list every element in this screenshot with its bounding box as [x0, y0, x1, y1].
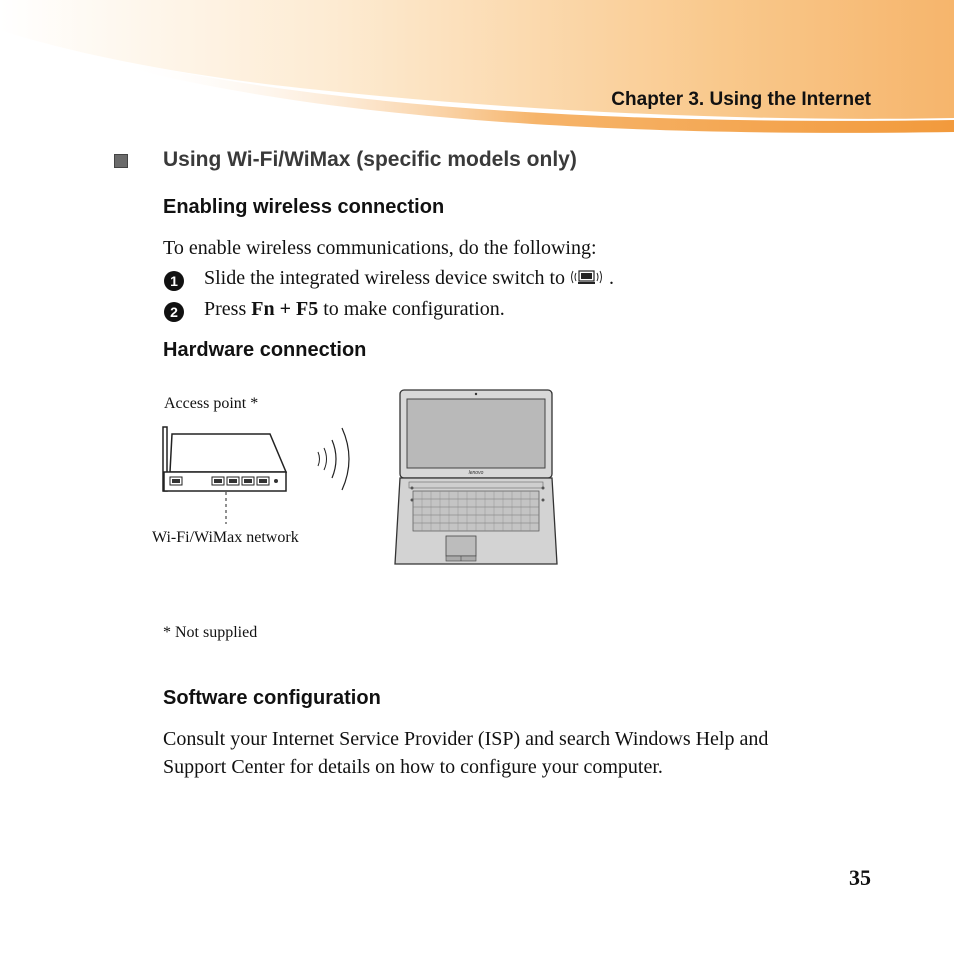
step-2-after: to make configuration. — [323, 298, 505, 320]
access-point-label: Access point * — [164, 395, 259, 412]
enabling-heading: Enabling wireless connection — [163, 196, 445, 218]
hardware-heading: Hardware connection — [163, 339, 367, 361]
header-band — [0, 0, 954, 140]
software-heading: Software configuration — [163, 687, 381, 709]
software-line-2: Support Center for details on how to configure your computer. — [163, 756, 663, 778]
step-number-2-icon — [163, 301, 185, 323]
signal-waves-icon — [312, 422, 364, 492]
network-label: Wi-Fi/WiMax network — [152, 529, 299, 546]
laptop-icon — [393, 388, 559, 566]
step-2-keys: Fn + F5 — [251, 298, 319, 320]
router-icon — [158, 424, 290, 524]
section-title: Using Wi-Fi/WiMax (specific models only) — [163, 148, 577, 171]
step-1-after: . — [609, 267, 615, 289]
section-bullet-icon — [114, 154, 128, 168]
laptop-brand: lenovo — [468, 470, 484, 476]
step-number-1-icon — [163, 270, 185, 292]
not-supplied-note: * Not supplied — [163, 624, 258, 641]
software-paragraph — [163, 725, 883, 781]
wireless-switch-icon — [570, 267, 604, 287]
step-1-before: Slide the integrated wireless device switch to — [204, 267, 566, 289]
step-2-before: Press — [204, 298, 247, 320]
page-number: 35 — [849, 865, 871, 890]
enabling-intro: To enable wireless communications, do the following: — [163, 237, 597, 259]
chapter-title: Chapter 3. Using the Internet — [611, 89, 871, 110]
step-2-text — [204, 298, 505, 321]
software-line-1: Consult your Internet Service Provider (ISP) and search Windows Help and — [163, 728, 769, 750]
step-1-text — [204, 267, 614, 290]
step-2-number: 2 — [170, 304, 178, 320]
step-1-number: 1 — [170, 273, 178, 289]
